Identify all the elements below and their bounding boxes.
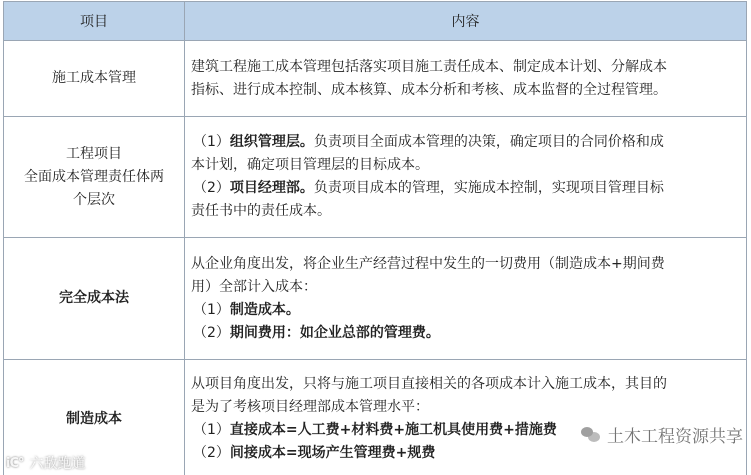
list-number: （1） — [193, 422, 230, 438]
content-line — [191, 56, 740, 79]
list-number: （2） — [193, 445, 230, 461]
bold-term: 组织管理层。 — [229, 134, 314, 150]
source-watermark-text: 土木工程资源共享 — [607, 427, 743, 447]
table-row — [4, 41, 747, 117]
row-item-cell — [4, 117, 185, 238]
content-line — [191, 253, 740, 276]
table-row — [4, 360, 747, 475]
site-watermark-text: 六敌跑道 — [29, 456, 86, 472]
row-content-cell — [185, 360, 747, 475]
wechat-icon — [581, 427, 601, 443]
row-content-cell — [185, 238, 747, 360]
row-content-cell — [185, 117, 747, 238]
content-text: 从企业角度出发，将企业生产经营过程中发生的一切费用（制造成本+期间费 — [191, 255, 665, 272]
row-item-label: 工程项目 — [66, 145, 122, 162]
content-line — [191, 299, 740, 322]
site-logo: iC° — [6, 455, 24, 471]
content-line — [191, 154, 740, 177]
bold-term: 间接成本=现场产生管理费+规费 — [229, 445, 436, 461]
content-line — [191, 276, 740, 299]
list-number: （1） — [193, 301, 230, 318]
content-text: 本计划，确定项目管理层的目标成本。 — [191, 157, 429, 173]
header-item: 项目 — [4, 2, 185, 41]
row-item-label: 个层次 — [73, 191, 115, 208]
row-item-cell — [4, 41, 185, 117]
list-number: （2） — [193, 324, 230, 341]
source-watermark — [581, 422, 743, 447]
list-number: （1） — [193, 134, 230, 150]
content-line — [191, 200, 740, 223]
content-line — [191, 79, 740, 102]
content-text: 指标、进行成本控制、成本核算、成本分析和考核、成本监督的全过程管理。 — [191, 81, 667, 98]
row-item-label: 全面成本管理责任体两 — [24, 168, 164, 185]
content-text: 从项目角度出发，只将与施工项目直接相关的各项成本计入施工成本，其目的 — [191, 376, 667, 392]
header-content: 内容 — [185, 2, 747, 41]
content-line — [191, 177, 740, 200]
content-line — [191, 396, 740, 419]
table-header-row — [4, 2, 747, 41]
table-row — [4, 117, 747, 238]
row-item-label: 制造成本 — [66, 410, 122, 427]
row-item-cell — [4, 238, 185, 360]
bold-term: 直接成本=人工费+材料费+施工机具使用费+措施费 — [229, 422, 557, 438]
bold-term: 项目经理部。 — [229, 180, 314, 196]
row-item-label: 完全成本法 — [59, 290, 129, 306]
content-line — [191, 373, 740, 396]
table-row — [4, 238, 747, 360]
content-text: 建筑工程施工成本管理包括落实项目施工责任成本、制定成本计划、分解成本 — [191, 58, 667, 75]
list-number: （2） — [193, 180, 230, 196]
content-text: 负责项目全面成本管理的决策，确定项目的合同价格和成 — [313, 134, 664, 150]
content-text: 是为了考核项目经理部成本管理水平： — [191, 399, 429, 415]
content-text: 责任书中的责任成本。 — [191, 203, 331, 219]
cost-management-table — [3, 1, 747, 475]
bold-term: 期间费用：如企业总部的管理费。 — [229, 324, 440, 341]
row-content-cell — [185, 41, 747, 117]
content-line — [191, 131, 740, 154]
content-text: 用）全部计入成本： — [191, 278, 317, 295]
bold-term: 制造成本。 — [229, 301, 300, 318]
content-line — [191, 322, 740, 345]
row-item-label: 施工成本管理 — [52, 70, 136, 86]
content-text: 负责项目成本的管理，实施成本控制，实现项目管理目标 — [313, 180, 664, 196]
site-watermark — [6, 453, 86, 473]
